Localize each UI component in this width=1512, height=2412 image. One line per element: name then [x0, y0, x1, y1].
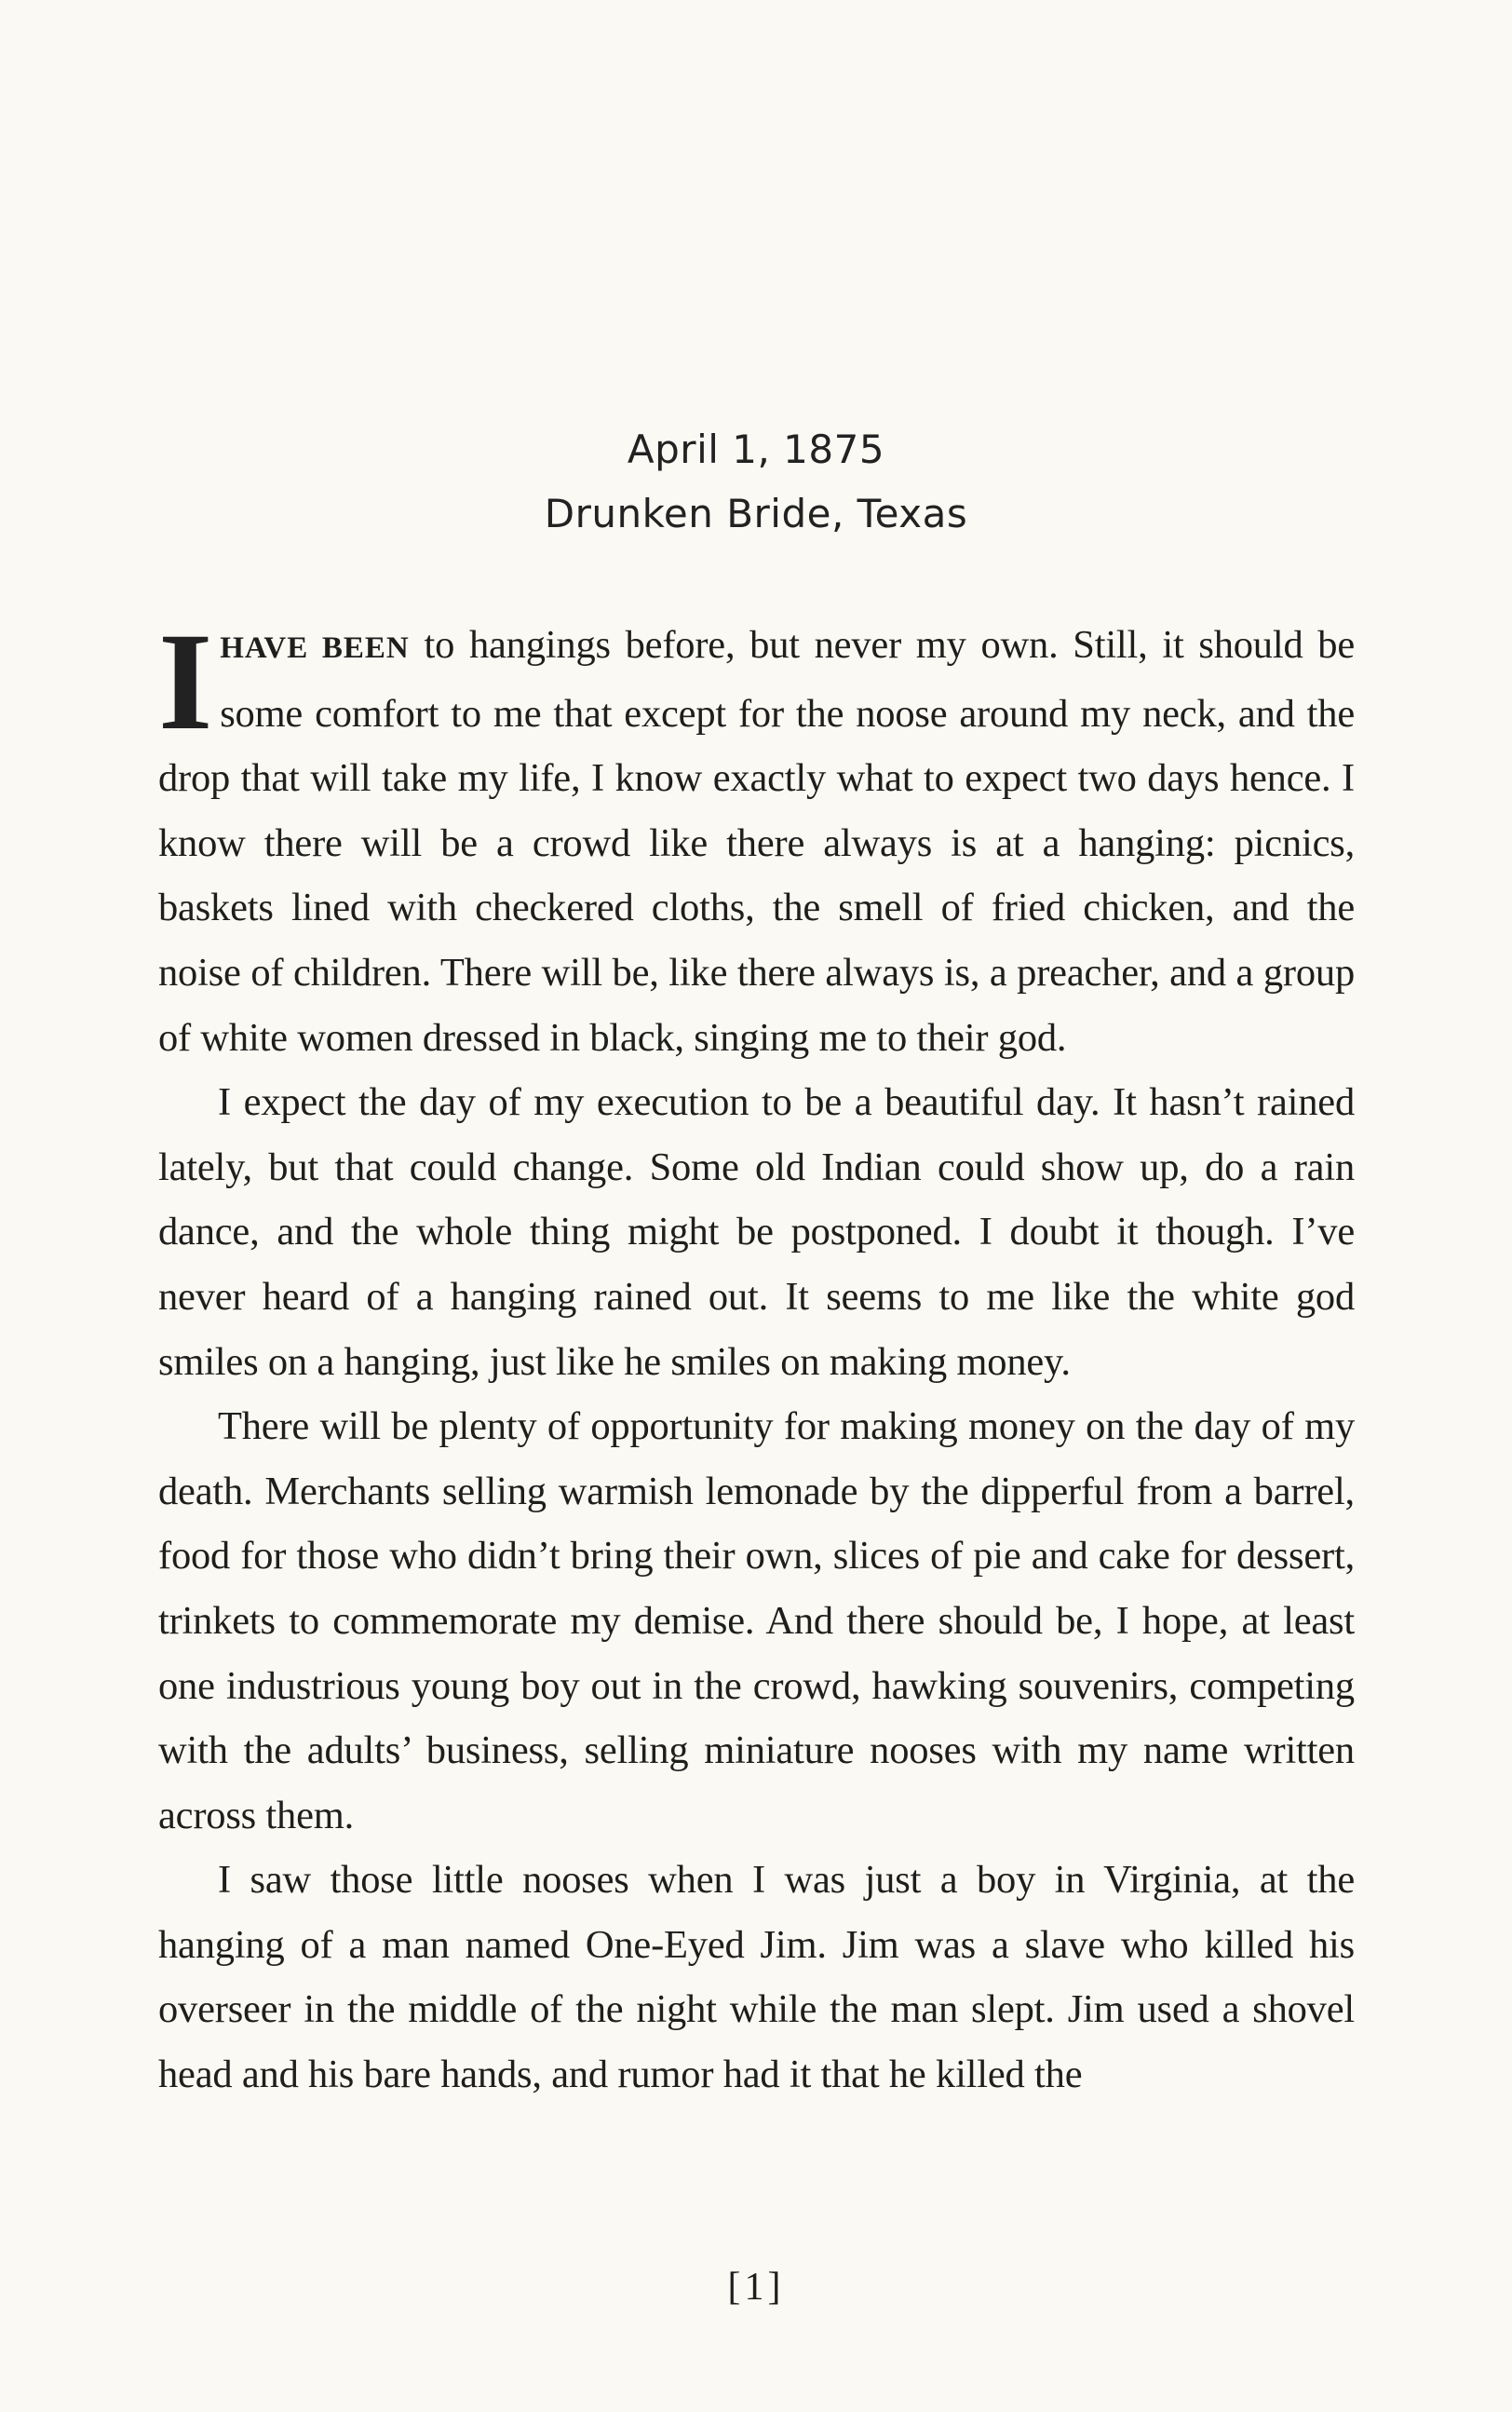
paragraph-4: I saw those little nooses when I was just a boy in Virginia, at the hanging of a man named One-Eyed Jim. Jim was a slave who killed his overseer in the middle of the night while the man slept. Jim used a shovel head and his bare hands, and rumor had it that he killed the [158, 1858, 1355, 2097]
lead-in-small-caps: HAVE BEEN [220, 631, 410, 665]
chapter-date: April 1, 1875 [627, 427, 885, 472]
paragraph-3: There will be plenty of opportunity for making money on the day of my death. Merchants selling warmish lemonade by the dipperful from a barrel, food for those who didn’t bring their own, slices of pie and cake for dessert, trinkets to commemorate my demise. And there should be, I hope, at least one industrious young boy out in the crowd, hawking souvenirs, competing with the adults’ business, selling miniature nooses with my name written across them. [158, 1404, 1355, 1837]
drop-cap: I [158, 604, 213, 759]
chapter-place: Drunken Bride, Texas [544, 491, 968, 536]
page-number: [1] [727, 2266, 785, 2309]
paragraph-2: I expect the day of my execution to be a beautiful day. It hasn’t rained lately, but that could change. Some old Indian could show up, do a rain dance, and the whole thing might be postponed. I doubt it though. I’ve never heard of a hanging rained out. It seems to me like the white god smiles on a hanging, just like he smiles on making money. [158, 1080, 1355, 1384]
body-text [158, 604, 1355, 2107]
paragraph-1-text: to hangings before, but never my own. Still, it should be some comfort to me that except for the noose around my neck, and the drop that will take my life, I know exactly what to expect two days hence. I know there will be a crowd like there always is at a hanging: picnics, baskets lined with checkered cloths, the smell of fried chicken, and the noise of children. There will be, like there always is, a preacher, and a group of white women dressed in black, singing me to their god. [158, 623, 1355, 1060]
paragraph-1 [158, 604, 1355, 1070]
